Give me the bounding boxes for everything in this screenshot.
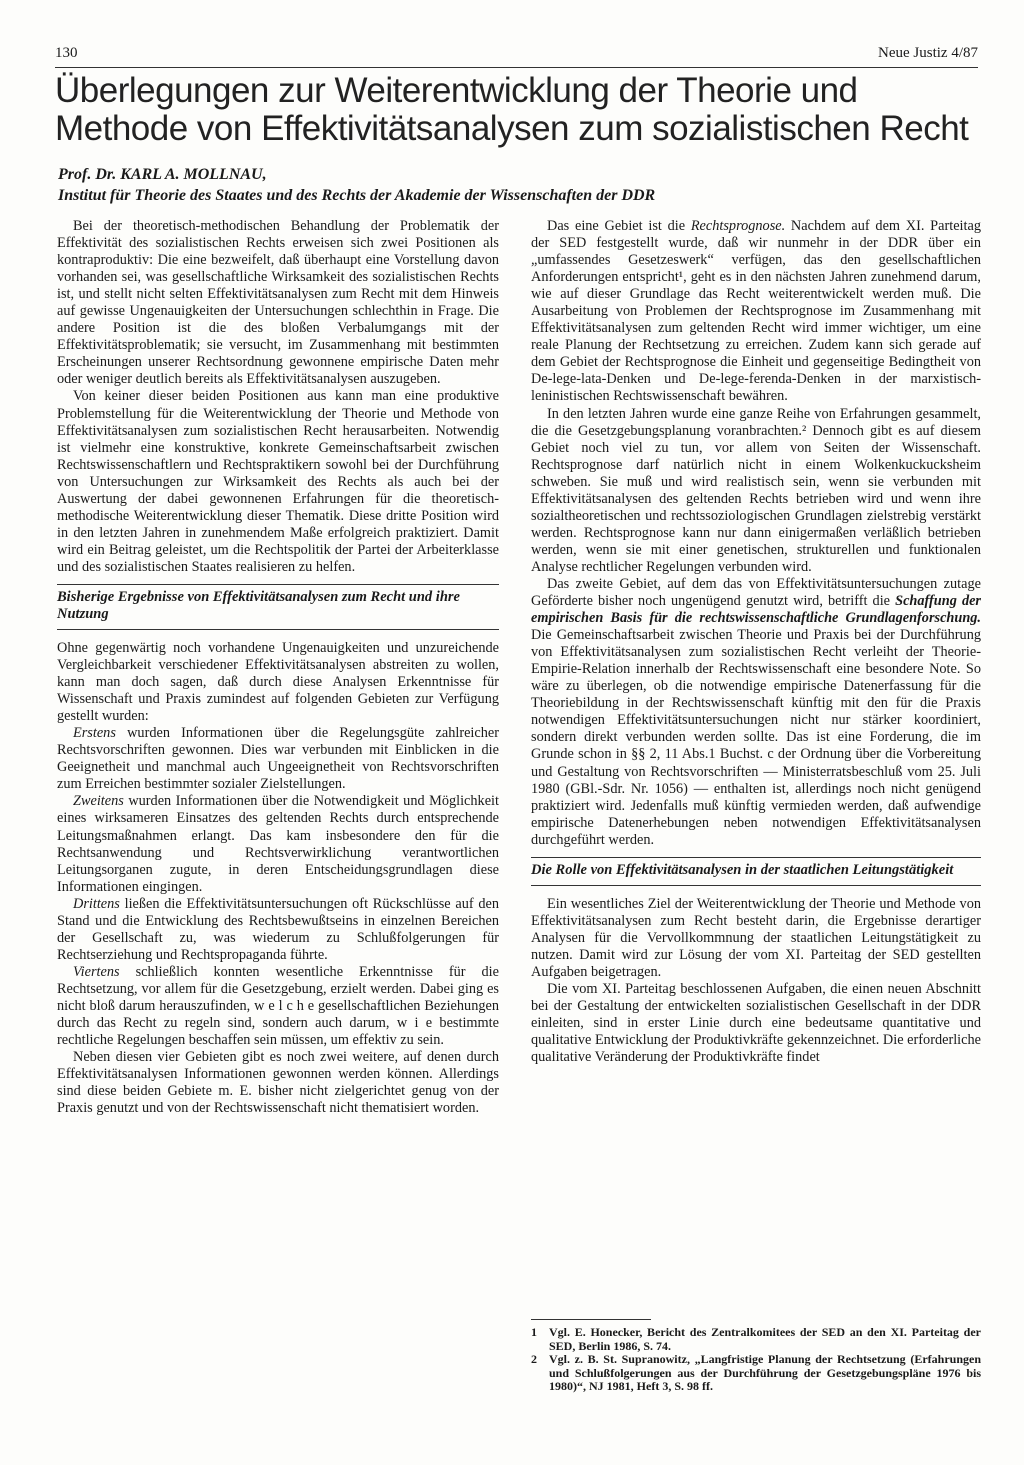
item-text: ließen die Effektivitätsuntersuchungen oft Rückschlüsse auf den Stand und die Entwicklung des Rechtsbewußtseins in einzelnen Bereichen der Gesellschaft zu, was wiederum zu Schlußfolgerungen für Rechtserziehung und Rechtspropaganda führte. — [57, 895, 499, 963]
author-institution: Institut für Theorie des Staates und des Rechts der Akademie der Wissenschaften der DDR — [58, 187, 656, 204]
paragraph-ziel: Ein wesentliches Ziel der Weiterentwicklung der Theorie und Methode von Effektivitätsanalysen zum Recht besteht darin, die Ergebnisse derartiger Analysen für die Vervollkommnung der staatlichen Leitungstätigkeit zu nutzen. Damit wird zur Lösung der vom XI. Parteitag der SED gestellten Aufgaben beigetragen. — [531, 895, 981, 980]
page-number: 130 — [55, 45, 78, 61]
emphasis: Rechtsprognose. — [690, 218, 786, 234]
section-heading-leitung: Die Rolle von Effektivitätsanalysen in der staatlichen Leitungstätigkeit — [531, 858, 981, 886]
paragraph-zweites-gebiet — [531, 576, 981, 849]
footnote-text: Vgl. z. B. St. Supranowitz, „Langfristige Planung der Rechtsetzung (Erfahrungen und Schlußfolgerungen aus der Durchführung der Gesetzgebungspläne 1976 bis 1980)“, NJ 1981, Heft 3, S. 98 ff. — [549, 1352, 981, 1393]
article-title: Überlegungen zur Weiterentwicklung der Theorie und Methode von Effektivitätsanalysen zum sozialistischen Recht — [55, 71, 969, 148]
section-heading-results: Bisherige Ergebnisse von Effektivitätsanalysen zum Recht und ihre Nutzung — [57, 585, 499, 630]
text-run: Die Gemeinschaftsarbeit zwischen Theorie und Praxis bei der Durchführung von Effektivitätsanalysen zum sozialistischen Recht verleiht der Theorie-Empirie-Relation innerhalb der Rechtswissenschaft eine besondere Note. So wäre zu überlegen, ob die notwendige empirische Datenerfassung für die Theoriebildung in der Rechtswissenschaft künftig mit den für die Praxis notwendigen Effektivitätsuntersuchungen nicht nur stärker koordiniert, sondern direkt verbunden werden sollte. Das ist eine Forderung, die im Grunde schon in §§ 2, 11 Abs.1 Buchst. c der Ordnung über die Vorbereitung und Gestaltung von Rechtsvorschriften — Ministerratsbeschluß vom 25. Juli 1980 (GBl.-Sdr. Nr. 1056) — enthalten ist, allerdings noch nicht genügend praktiziert wird. Jedenfalls muß künftig vermieden werden, daß aufwendige empirische Datenerhebungen neben notwendigen Effektivitätsanalysen durchgeführt werden. — [531, 627, 981, 848]
item-text: schließlich konnten wesentliche Erkenntnisse für die Rechtsetzung, vor allem für die Gesetzgebung, erzielt werden. Dabei ging es nicht bloß darum herauszufinden, w e l c h e gesellschaftlichen Beziehungen durch das Recht zu regeln sind, sondern auch darum, w i e bestimmte rechtliche Regelungen beschaffen sein müssen, um effektiv zu sein. — [57, 963, 499, 1049]
item-lead: Viertens — [73, 963, 120, 980]
footnote-number: 1 — [531, 1325, 537, 1339]
intro-paragraph-1: Bei der theoretisch-methodischen Behandlung der Problematik der Effektivität des sozialistischen Rechts erweisen sich zwei Positionen als kontraproduktiv: Die eine bezweifelt, daß überhaupt eine Vorstellung davon vorhanden sei, was gesellschaftliche Wirksamkeit des sozialistischen Rechts ist, und stellt nicht selten Effektivitätsanalysen zum Recht mit dem Hinweis auf gewisse Ungenauigkeiten der Untersuchungen schlechthin in Frage. Die andere Position ist die des bloßen Verbalumgangs mit der Effektivitätsproblematik; sie versucht, im Zusammenhang mit bestimmten Erscheinungen unserer Rechtsordnung gewonnene empirische Daten mehr oder weniger deutlich bereits als Effektivitätsanalysen auszugeben. — [57, 218, 499, 388]
author-name: Prof. Dr. KARL A. MOLLNAU, — [58, 166, 267, 183]
item-text: wurden Informationen über die Regelungsgüte zahlreicher Rechtsvorschriften gewonnen. Dies war verbunden mit Einblicken in die Geeignetheit und manchmal auch Ungeeignetheit von Rechtsvorschriften zum Erreichen bestimmter sozialer Zielstellungen. — [57, 725, 499, 793]
emphasis: Schaffung der empirischen Basis für die rechtswissenschaftliche Grundlagenforschung. — [531, 593, 981, 627]
text-run: Das zweite Gebiet, auf dem das von Effektivitätsuntersuchungen zutage Geförderte bisher noch ungenügend genutzt wird, betrifft die — [531, 575, 981, 610]
footnote — [531, 1326, 981, 1353]
footnote-number: 2 — [531, 1352, 537, 1366]
paragraph-erfahrungen: In den letzten Jahren wurde eine ganze Reihe von Erfahrungen gesammelt, die die Gesetzgebungsplanung voranbrachten.² Dennoch gibt es auf diesem Gebiet noch viel zu tun, vor allem von Seiten der Wissenschaft. Rechtsprognose darf natürlich nicht in einem Wolkenkuckucksheim schweben. Sie muß und wird realistisch sein, wenn sie verbunden mit Effektivitätsanalysen des geltenden Rechts betrieben wird und wenn ihre sozialtheoretischen und rechtssoziologischen Grundlagen zielstrebig verstärkt werden. Rechtsprognose kann nur dann einigermaßen verläßlich betrieben werden, wenn sie mit einer genetischen, strukturellen und funktionalen Analyse rechtlicher Regelungen verbunden wird. — [531, 405, 981, 575]
text-run: Das eine Gebiet ist die — [547, 218, 691, 234]
closing-paragraph: Neben diesen vier Gebieten gibt es noch zwei weitere, auf denen durch Effektivitätsanalysen Informationen gewonnen werden können. Allerdings sind diese beiden Gebiete m. E. bisher nicht zielgerichtet genug von der Praxis genutzt und von der Rechtswissenschaft nicht thematisiert worden. — [57, 1049, 499, 1117]
item-lead: Zweitens — [73, 793, 124, 810]
item-text: wurden Informationen über die Notwendigkeit und Möglichkeit eines wirksameren Einsatzes des geltenden Rechts durch entsprechende Leitungsmaßnahmen erlangt. Das kam insbesondere den für die Rechtsanwendung und Rechtsverwirklichung verantwortlichen Leitungsorganen zugute, in deren Entscheidungsgrundlagen diese Informationen eingingen. — [57, 793, 499, 895]
item-lead: Drittens — [73, 895, 120, 912]
list-item-erstens — [57, 725, 499, 793]
footnote-rule — [531, 1319, 651, 1320]
header-rule — [55, 67, 978, 68]
list-item-viertens — [57, 964, 499, 1049]
list-item-drittens — [57, 896, 499, 964]
paragraph-aufgaben: Die vom XI. Parteitag beschlossenen Aufgaben, die einen neuen Abschnitt bei der Gestaltung der entwickelten sozialistischen Gesellschaft in der DDR einleiten, sind in erster Linie durch eine bedeutsame quantitative und qualitative Entwicklung der Produktivkräfte gekennzeichnet. Die erforderliche qualitative Veränderung der Produktivkräfte findet — [531, 980, 981, 1066]
list-item-zweitens — [57, 793, 499, 895]
intro-paragraph-2: Von keiner dieser beiden Positionen aus kann man eine produktive Problemstellung für die Weiterentwicklung der Theorie und Methode von Effektivitätsanalysen zum sozialistischen Recht herausarbeiten. Notwendig ist vielmehr eine konstruktive, konkrete Gemeinschaftsarbeit zwischen Rechtswissenschaftlern und Rechtspraktikern sowohl bei der Durchführung von Untersuchungen zur Wirksamkeit des Rechts als auch bei der Auswertung der dabei gewonnenen Erfahrungen für die theoretisch-methodische Weiterentwicklung dieser Thematik. Diese dritte Position wird in den letzten Jahren in zunehmendem Maße erfolgreich praktiziert. Damit wird ein Beitrag geleistet, um die Rechtspolitik der Partei der Arbeiterklasse und des sozialistischen Staates realisieren zu helfen. — [57, 388, 499, 575]
left-column — [57, 218, 499, 1117]
journal-issue: Neue Justiz 4/87 — [878, 45, 978, 61]
item-lead: Erstens — [73, 725, 116, 742]
right-column — [531, 218, 981, 1066]
section-intro-paragraph: Ohne gegenwärtig noch vorhandene Ungenauigkeiten und unzureichende Vergleichbarkeit verschiedener Effektivitätsanalysen abstreiten zu wollen, kann man doch sagen, daß durch diese Analysen Erkenntnisse für Wissenschaft und Praxis zumindest auf folgenden Gebieten zur Verfügung gestellt wurden: — [57, 639, 499, 725]
paragraph-rechtsprognose — [531, 218, 981, 406]
footnote-text: Vgl. E. Honecker, Bericht des Zentralkomitees der SED an den XI. Parteitag der SED, Berlin 1986, S. 74. — [549, 1325, 981, 1353]
text-run: Nachdem auf dem XI. Parteitag der SED festgestellt wurde, daß wir nunmehr in der DDR über ein „umfassendes Gesetzeswerk“ verfügen, das den gesellschaftlichen Anforderungen entspricht¹, geht es in den nächsten Jahren zunehmend darum, wie auf dieser Grundlage das Recht weiterentwickelt werden muß. Die Ausarbeitung von Problemen der Rechtsprognose im Zusammenhang mit Effektivitätsanalysen zum geltenden Recht wird immer wichtiger, um eine reale Planung der Rechtsetzung zu erreichen. Zudem kann sich gerade auf dem Gebiet der Rechtsprognose die Einheit und gegenseitige Bedingtheit von De-lege-lata-Denken und De-lege-ferenda-Denken in der marxistisch-leninistischen Rechtswissenschaft bewähren. — [531, 218, 981, 405]
footnotes — [531, 1326, 981, 1394]
footnote — [531, 1353, 981, 1394]
